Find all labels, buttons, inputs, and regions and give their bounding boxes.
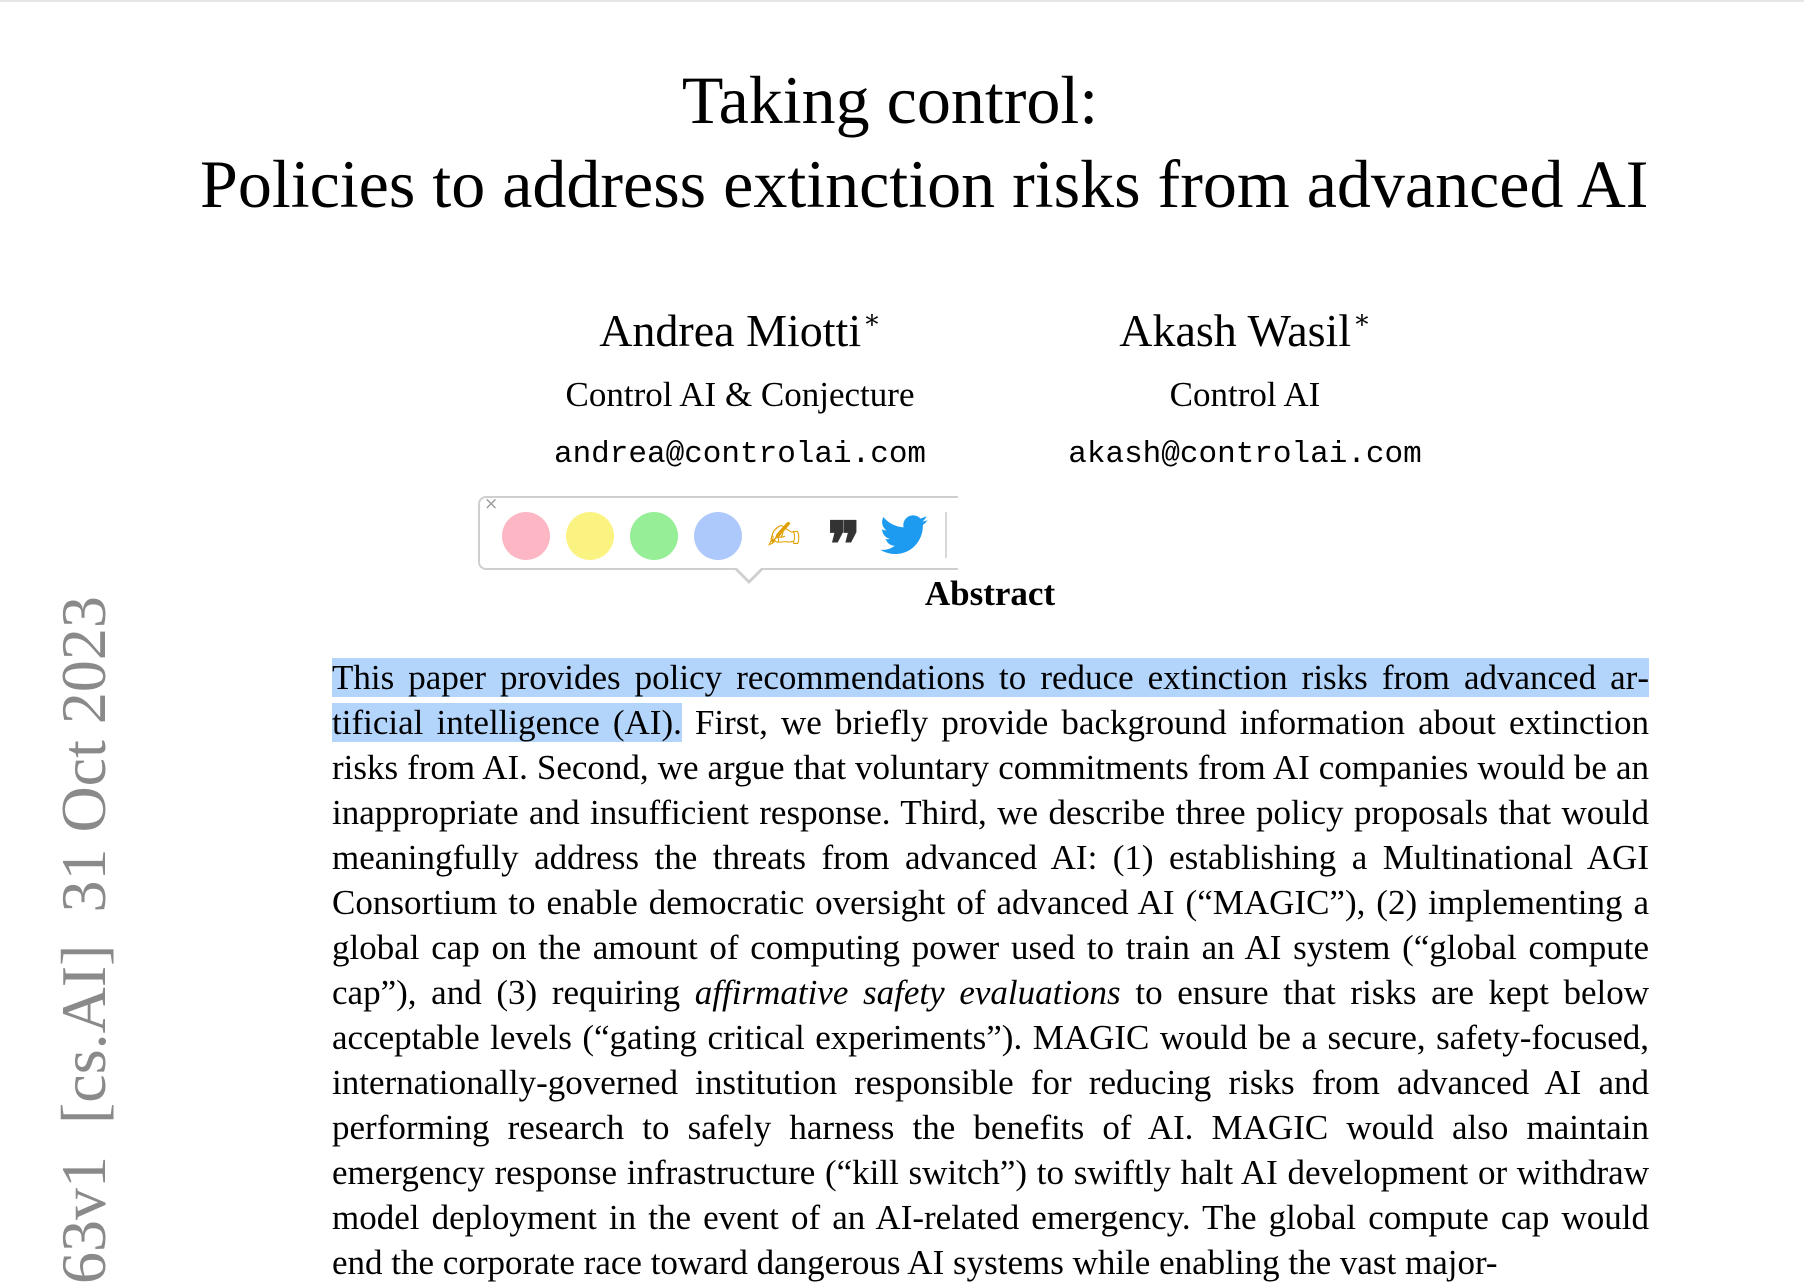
highlight-yellow-button[interactable]	[566, 512, 614, 560]
abstract-text[interactable]	[332, 655, 1649, 1285]
author-name: Akash Wasil	[1119, 305, 1352, 356]
paper-title	[200, 58, 1649, 226]
note-icon[interactable]: ✍	[767, 513, 801, 559]
abstract-part-1: First, we briefly provide background information about extinction risks from AI. Second, we argue that voluntary commitments from AI companies would be an inappropriate and insufficient response. Third, we describe three policy proposals that would meaningfully address the threats from advanced AI: (1) establishing a Multinational AGI Consortium to enable democratic oversight of advanced AI (“MAGIC”), (2) implementing a global cap on the amount of computing power used to train an AI system (“global compute cap”), and (3) requiring	[332, 703, 1649, 1012]
twitter-bird-svg	[878, 510, 930, 562]
close-icon[interactable]: ×	[484, 494, 499, 514]
highlight-toolbar	[478, 494, 958, 581]
arxiv-stamp: 63v1 [cs.AI] 31 Oct 2023	[48, 596, 119, 1284]
toolbar-separator	[945, 512, 947, 558]
author-block-2	[1045, 292, 1445, 475]
title-line-2: Policies to address extinction risks from advanced AI	[200, 146, 1649, 222]
abstract-heading: Abstract	[924, 574, 1056, 613]
author-mark: ∗	[1353, 305, 1371, 334]
author-email: andrea@controlai.com	[553, 437, 927, 472]
highlight-blue-button[interactable]	[694, 512, 742, 560]
top-border	[0, 0, 1804, 2]
twitter-icon[interactable]	[878, 510, 930, 562]
abstract-part-2: to ensure that risks are kept below acceptable levels (“gating critical experiments”). MAGIC would be a secure, safety-focused, internationally-governed institution responsible for reducing risks from advanced AI and performing research to safely harness the benefits of AI. MAGIC would also maintain emergency response infrastructure (“kill switch”) to swiftly halt AI development or withdraw model deployment in the event of an AI-related emergency. The global compute cap would end the corporate race toward dangerous AI systems while enabling the vast major-	[332, 973, 1649, 1282]
title-line-1: Taking control:	[681, 62, 1099, 138]
abstract-emphasis: affirmative safety evaluations	[694, 973, 1121, 1012]
author-email: akash@controlai.com	[1068, 437, 1422, 472]
author-block-1	[540, 292, 940, 475]
author-name: Andrea Miotti	[599, 305, 862, 356]
quote-icon[interactable]: ❞	[827, 508, 861, 581]
selected-text[interactable]: This paper provides policy recommendations to reduce extinction risks from advanced artificial intelligence (AI).	[332, 658, 1649, 742]
highlight-pink-button[interactable]	[502, 512, 550, 560]
toolbar-pointer-fill	[735, 566, 763, 580]
author-affiliation: Control AI	[1169, 375, 1321, 414]
author-mark: ∗	[863, 305, 881, 334]
author-affiliation: Control AI & Conjecture	[565, 375, 915, 414]
highlight-green-button[interactable]	[630, 512, 678, 560]
